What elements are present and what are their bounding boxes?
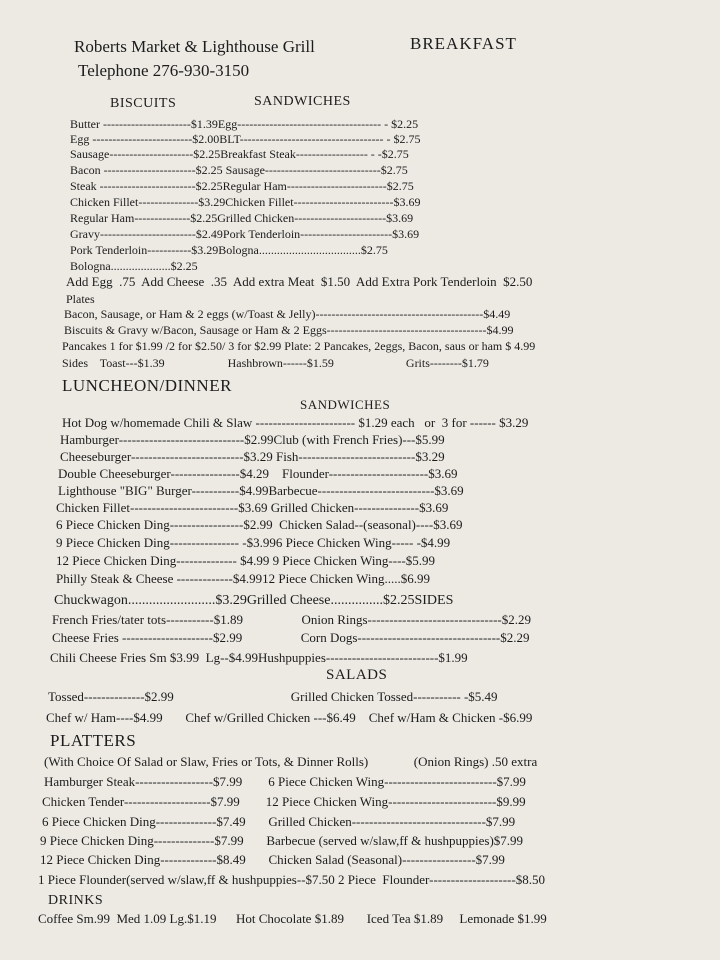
platter-row: 9 Piece Chicken Ding--------------$7.99 Barbecue (served w/slaw,ff & hushpuppies)$7.99 bbox=[40, 833, 524, 848]
plate-row: Bacon, Sausage, or Ham & 2 eggs (w/Toast & Jelly)------------------------------------------$4.49 bbox=[64, 307, 511, 321]
breakfast-addons: Add Egg .75 Add Cheese .35 Add extra Meat $1.50 Add Extra Pork Tenderloin $2.50 bbox=[66, 274, 533, 289]
platter-row: Hamburger Steak------------------$7.99 6 Piece Chicken Wing--------------------------$7.99 bbox=[44, 774, 526, 789]
sides-row: Cheese Fries ---------------------$2.99 Corn Dogs---------------------------------$2.29 bbox=[52, 630, 530, 645]
platters-title: PLATTERS bbox=[50, 731, 137, 750]
breakfast-row: Bologna....................$2.25 bbox=[70, 259, 198, 273]
luncheon-row: Double Cheeseburger----------------$4.29 Flounder-----------------------$3.69 bbox=[58, 466, 458, 481]
luncheon-dinner-title: LUNCHEON/DINNER bbox=[62, 376, 232, 395]
breakfast-sandwiches-heading: SANDWICHES bbox=[254, 94, 351, 109]
luncheon-row: Hamburger-----------------------------$2.99Club (with French Fries)---$5.99 bbox=[60, 432, 445, 447]
platter-row: 1 Piece Flounder(served w/slaw,ff & hushpuppies--$7.50 2 Piece Flounder--------------------$8.50 bbox=[38, 872, 545, 887]
platter-row: 6 Piece Chicken Ding--------------$7.49 Grilled Chicken-------------------------------$7.99 bbox=[42, 814, 516, 829]
breakfast-row: Egg -------------------------$2.00BLT------------------------------------ - $2.75 bbox=[70, 132, 421, 146]
plate-row: Pancakes 1 for $1.99 /2 for $2.50/ 3 for $2.99 Plate: 2 Pancakes, 2eggs, Bacon, saus or ham $ 4.99 bbox=[62, 339, 536, 353]
luncheon-row: 9 Piece Chicken Ding---------------- -$3.996 Piece Chicken Wing----- -$4.99 bbox=[56, 535, 451, 550]
breakfast-row: Sausage---------------------$2.25Breakfast Steak------------------ - -$2.75 bbox=[70, 147, 409, 161]
sides-row: French Fries/tater tots-----------$1.89 Onion Rings-------------------------------$2.29 bbox=[52, 612, 532, 627]
luncheon-row: Hot Dog w/homemade Chili & Slaw ----------------------- $1.29 each or 3 for ------ $3.29 bbox=[62, 415, 529, 430]
plate-row: Biscuits & Gravy w/Bacon, Sausage or Ham & 2 Eggs----------------------------------------$4.99 bbox=[64, 323, 514, 337]
luncheon-row: Chicken Fillet-------------------------$3.69 Grilled Chicken---------------$3.69 bbox=[56, 500, 449, 515]
luncheon-row: Lighthouse "BIG" Burger-----------$4.99Barbecue---------------------------$3.69 bbox=[58, 483, 464, 498]
salads-title: SALADS bbox=[326, 667, 388, 683]
luncheon-row-sides: Chuckwagon.........................$3.29Grilled Cheese...............$2.25SIDES bbox=[54, 593, 454, 608]
sides-row: Sides Toast---$1.39 Hashbrown------$1.59 Grits--------$1.79 bbox=[62, 356, 489, 370]
breakfast-row: Bacon -----------------------$2.25 Sausage-----------------------------$2.75 bbox=[70, 163, 408, 177]
breakfast-row: Butter ----------------------$1.39Egg------------------------------------ - $2.25 bbox=[70, 117, 419, 131]
drinks-row: Coffee Sm.99 Med 1.09 Lg.$1.19 Hot Chocolate $1.89 Iced Tea $1.89 Lemonade $1.99 bbox=[38, 911, 547, 926]
luncheon-sandwiches-heading: SANDWICHES bbox=[300, 397, 391, 412]
telephone: Telephone 276-930-3150 bbox=[78, 61, 250, 80]
luncheon-row: Philly Steak & Cheese -------------$4.9912 Piece Chicken Wing.....$6.99 bbox=[56, 571, 430, 586]
plates-heading: Plates bbox=[66, 292, 95, 306]
business-name: Roberts Market & Lighthouse Grill bbox=[74, 37, 315, 56]
platter-row: 12 Piece Chicken Ding-------------$8.49 Chicken Salad (Seasonal)-----------------$7.99 bbox=[40, 852, 505, 867]
luncheon-row: 12 Piece Chicken Ding-------------- $4.99 9 Piece Chicken Wing----$5.99 bbox=[56, 553, 435, 568]
breakfast-row: Chicken Fillet---------------$3.29Chicken Fillet-------------------------$3.69 bbox=[70, 195, 421, 209]
sides-row: Chili Cheese Fries Sm $3.99 Lg--$4.99Hushpuppies--------------------------$1.99 bbox=[50, 650, 468, 665]
breakfast-row: Pork Tenderloin-----------$3.29Bologna..................................$2.75 bbox=[70, 243, 388, 257]
biscuits-heading: BISCUITS bbox=[110, 96, 177, 111]
luncheon-row: 6 Piece Chicken Ding-----------------$2.99 Chicken Salad--(seasonal)----$3.69 bbox=[56, 517, 463, 532]
breakfast-title: BREAKFAST bbox=[410, 34, 517, 53]
breakfast-row: Regular Ham--------------$2.25Grilled Chicken-----------------------$3.69 bbox=[70, 211, 414, 225]
salad-row: Chef w/ Ham----$4.99 Chef w/Grilled Chicken ---$6.49 Chef w/Ham & Chicken -$6.99 bbox=[46, 710, 533, 725]
luncheon-row: Cheeseburger--------------------------$3.29 Fish---------------------------$3.29 bbox=[60, 449, 445, 464]
drinks-title: DRINKS bbox=[48, 893, 104, 908]
salad-row: Tossed--------------$2.99 Grilled Chicken Tossed----------- -$5.49 bbox=[48, 689, 498, 704]
platters-note: (With Choice Of Salad or Slaw, Fries or Tots, & Dinner Rolls) (Onion Rings) .50 extra bbox=[44, 754, 538, 769]
platter-row: Chicken Tender--------------------$7.99 12 Piece Chicken Wing-------------------------$9.99 bbox=[42, 794, 526, 809]
breakfast-row: Gravy------------------------$2.49Pork Tenderloin-----------------------$3.69 bbox=[70, 227, 420, 241]
breakfast-row: Steak ------------------------$2.25Regular Ham-------------------------$2.75 bbox=[70, 179, 414, 193]
